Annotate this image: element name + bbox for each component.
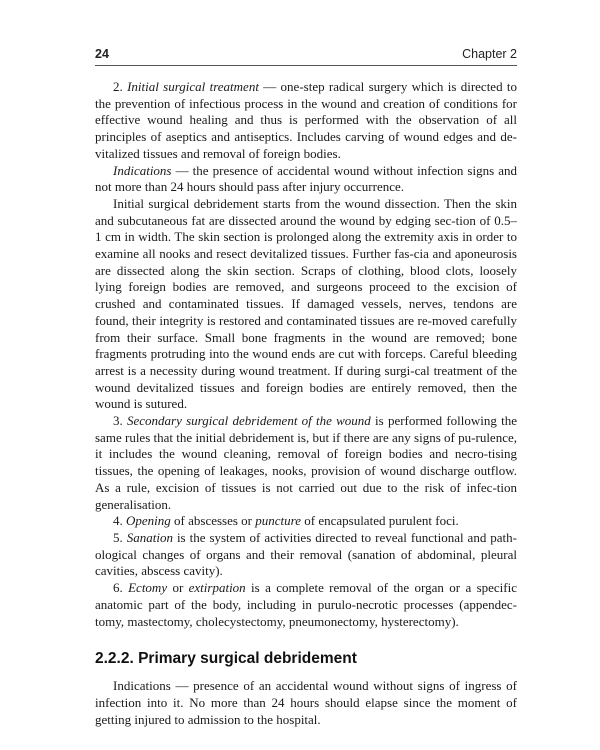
paragraph-initial-treatment: 2. Initial surgical treatment — one-step radical surgery which is directed to the prevention of infectious process in the wound and creation of conditions for effective wound healing and thus is performed with the observation of all principles of aseptics and antiseptics. Includes carving of wound edges and de-vitalized tissues and removal of foreign bodies. [95,79,517,161]
body-text [95,79,517,728]
chapter-label: Chapter 2 [462,47,517,61]
page-number: 24 [95,47,109,61]
paragraph-secondary-debridement: 3. Secondary surgical debridement of the wound is performed following the same rules that the initial debridement is, but if there are any signs of pu-rulence, it includes the wound cleaning, removal of foreign bodies and necro-tising tissues, the opening of leakages, nooks, provision of wound discharge outflow. As a rule, excision of tissues is not carried out due to the risk of infec-tion generalisation. [95,413,517,512]
paragraph-indications: Indications — the presence of accidental wound without infection signs and not more than 24 hours should pass after injury occurrence. [95,162,517,195]
section-heading: 2.2.2. Primary surgical debridement [95,650,357,668]
header-rule [95,65,517,66]
paragraph-debridement-steps: Initial surgical debridement starts from the wound dissection. Then the skin and subcutaneous fat are dissected around the wound by edging sec-tion of 0.5–1 cm in width. The skin section is prolonged along the extremity axis in order to examine all nooks and resect devitalized tissues. Further fas-cia and aponeurosis are dissected along the skin section. Scraps of clothing, blood clots, loosely lying foreign bodies are removed, and surgeons proceed to the excision of crushed and contaminated tissues. If damaged vessels, nerves, tendons are found, their integrity is restored and contaminated tissues are re-moved carefully from their surface. Small bone fragments in the wound are removed; bone fragments protruding into the wound ends are cut with forceps. Careful bleeding arrest is a necessity during wound treatment. If during surgi-cal treatment of the wound devitalized tissues and foreign bodies are entirely removed, then the wound is sutured. [95,195,517,412]
paragraph-opening: 4. Opening of abscesses or puncture of encapsulated purulent foci. [113,513,459,529]
paragraph-sanation: 5. Sanation is the system of activities directed to reveal functional and path-ological changes of organs and their removal (sanation of abdominal, pleural cavities, abscess cavity). [95,529,518,579]
paragraph-section-indications: Indications — presence of an accidental wound without signs of ingress of infection into it. No more than 24 hours should elapse since the moment of getting injured to admission to the hospital. [95,678,517,727]
paragraph-ectomy: 6. Ectomy or extirpation is a complete removal of the organ or a specific anatomic part of the body, including in purulo-necrotic processes (appendec-tomy, mastectomy, cholecystectomy, pneumonectomy, hysterectomy). [95,580,517,629]
running-header [95,47,517,61]
